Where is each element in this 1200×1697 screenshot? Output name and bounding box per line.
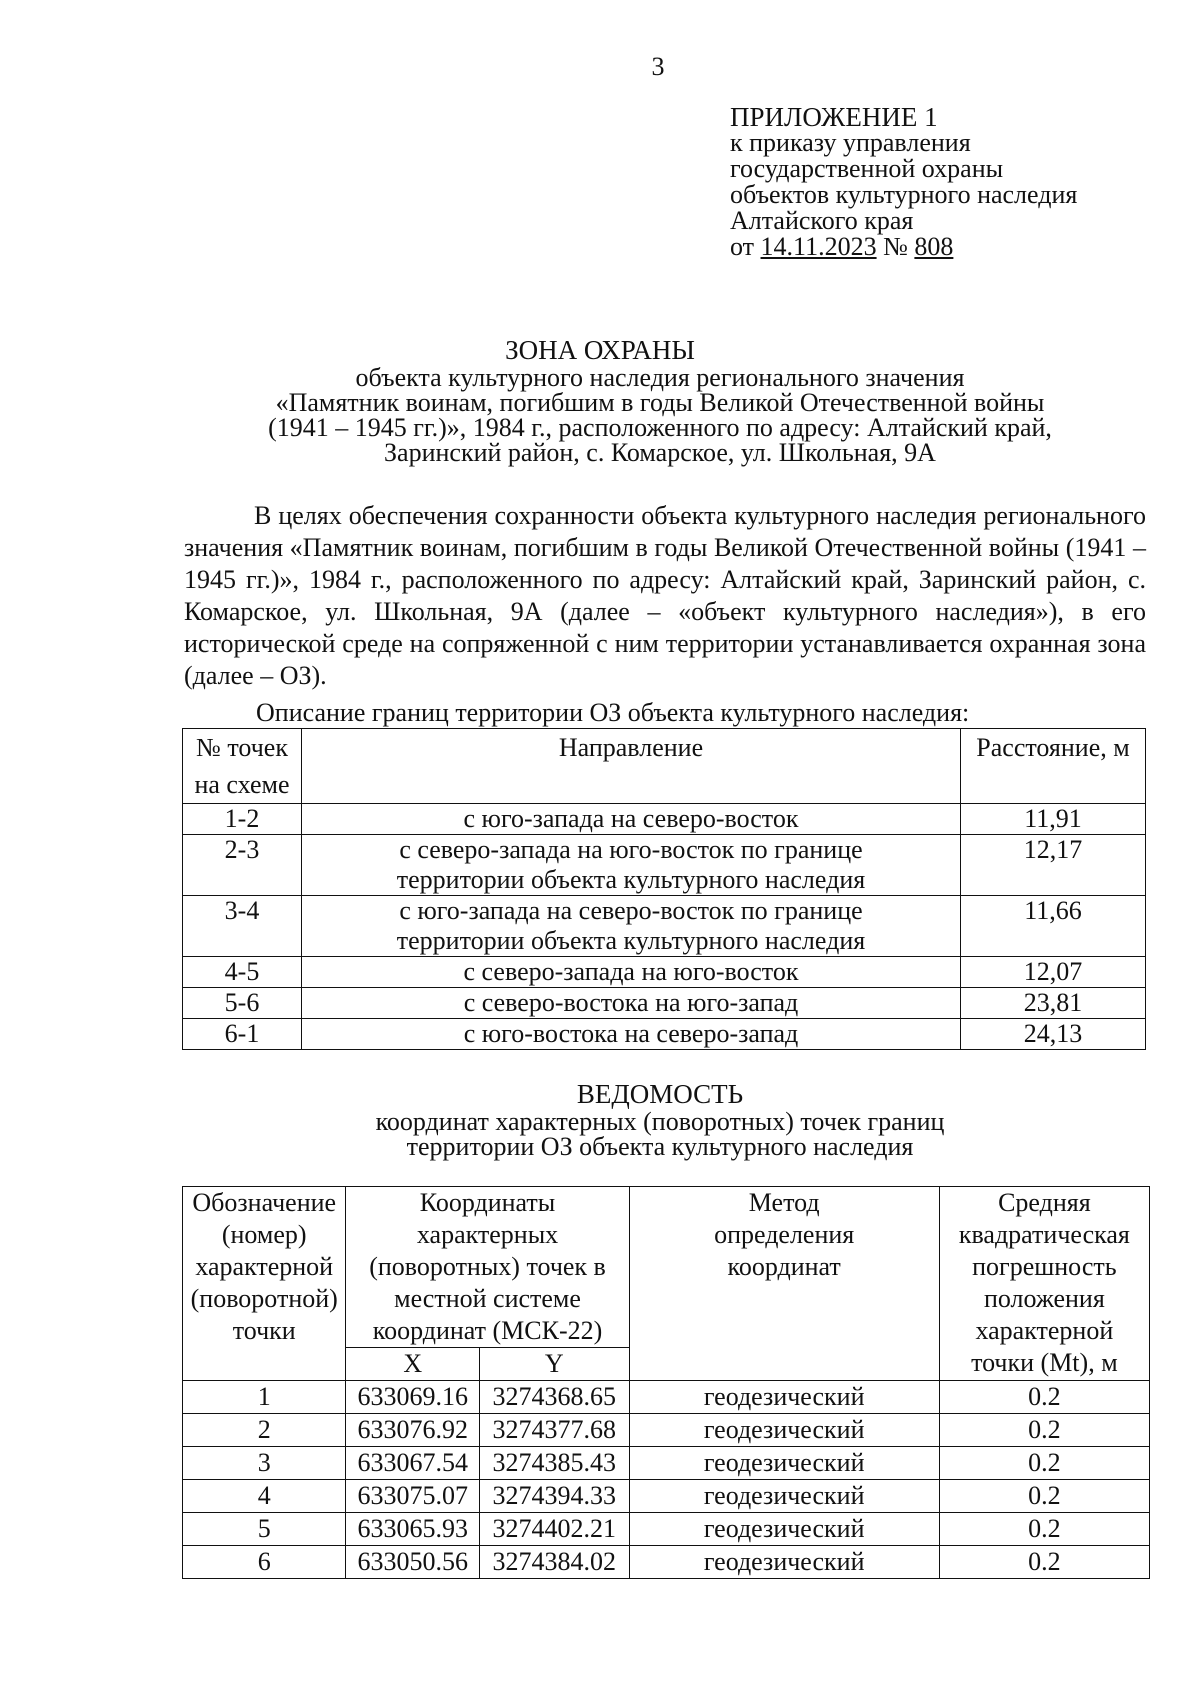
cell-distance: 24,13 <box>961 1019 1146 1050</box>
cell-x: 633069.16 <box>346 1381 480 1414</box>
header-y: Y <box>479 1348 629 1381</box>
order-number: 808 <box>914 232 954 261</box>
cell-error: 0.2 <box>939 1480 1149 1513</box>
header-direction: Направление <box>302 729 961 804</box>
cell-x: 633050.56 <box>346 1546 480 1579</box>
appendix-line: государственной охраны <box>730 154 1004 183</box>
table-row <box>183 804 1146 835</box>
cell-point-number: 3 <box>183 1447 346 1480</box>
cell-direction: с юго-востока на северо-запад <box>302 1019 961 1050</box>
cell-y: 3274394.33 <box>479 1480 629 1513</box>
body-paragraph: В целях обеспечения сохранности объекта культурного наследия регионального значения «Памятник воинам, погибшим в годы Великой Отечественной войны (1941 – 1945 гг.)», 1984 г., расположенного по адресу: Алтайский край, Заринский район, с. Комарское, ул. Школьная, 9А (далее – «объект культурного наследия»), в его исторической среде на сопряженной с ним территории устанавливается охранная зона (далее – ОЗ). <box>184 501 1146 690</box>
page-number: 3 <box>651 52 665 81</box>
cell-method: геодезический <box>629 1447 939 1480</box>
body-text <box>184 500 1146 692</box>
header-error: Средняя квадратическая погрешность положения характерной точки (Mt), м <box>939 1187 1149 1381</box>
table-row <box>183 1019 1146 1050</box>
header-x: X <box>346 1348 480 1381</box>
header-coordinates: Координаты характерных (поворотных) точек в местной системе координат (МСК-22) <box>346 1187 629 1348</box>
cell-distance: 23,81 <box>961 988 1146 1019</box>
cell-error: 0.2 <box>939 1381 1149 1414</box>
cell-y: 3274384.02 <box>479 1546 629 1579</box>
cell-method: геодезический <box>629 1414 939 1447</box>
zone-subtitle-line: «Памятник воинам, погибшим в годы Великой Отечественной войны <box>275 388 1045 417</box>
date-prefix: от <box>730 232 761 261</box>
zone-heading <box>0 335 1200 467</box>
cell-method: геодезический <box>629 1513 939 1546</box>
appendix-block <box>730 104 1077 260</box>
header-designation: Обозначение (номер) характерной (поворотной) точки <box>183 1187 346 1381</box>
table-row <box>183 1447 1150 1480</box>
vedomost-subtitle-line: территории ОЗ объекта культурного наследия <box>406 1132 914 1161</box>
zone-subtitle-line: объекта культурного наследия регионального значения <box>355 363 965 392</box>
cell-distance: 12,07 <box>961 957 1146 988</box>
appendix-title: ПРИЛОЖЕНИЕ 1 <box>730 102 938 132</box>
cell-point-number: 4 <box>183 1480 346 1513</box>
cell-x: 633065.93 <box>346 1513 480 1546</box>
header-method: Метод определения координат <box>629 1187 939 1381</box>
cell-point-number: 6 <box>183 1546 346 1579</box>
cell-distance: 11,66 <box>961 896 1146 957</box>
cell-method: геодезический <box>629 1546 939 1579</box>
number-sign: № <box>876 232 915 261</box>
table-row <box>183 988 1146 1019</box>
boundary-table <box>182 728 1146 1050</box>
vedomost-title: ВЕДОМОСТЬ <box>576 1079 744 1109</box>
cell-method: геодезический <box>629 1381 939 1414</box>
cell-points: 5-6 <box>183 988 302 1019</box>
vedomost-subtitle-line: координат характерных (поворотных) точек границ <box>375 1107 945 1136</box>
appendix-line: к приказу управления <box>730 128 971 157</box>
zone-subtitle-line: (1941 – 1945 гг.)», 1984 г., расположенного по адресу: Алтайский край, <box>268 413 1052 442</box>
table-row <box>183 896 1146 957</box>
cell-direction: с северо-запада на юго-восток <box>302 957 961 988</box>
cell-points: 4-5 <box>183 957 302 988</box>
appendix-line: Алтайского края <box>730 206 914 235</box>
table-header-row <box>183 1187 1150 1348</box>
cell-direction: с северо-запада на юго-восток по границе территории объекта культурного наследия <box>302 835 961 896</box>
header-points-line: на схеме <box>194 770 290 799</box>
vedomost-heading <box>0 1079 1200 1161</box>
boundary-table-caption: Описание границ территории ОЗ объекта культурного наследия: <box>256 698 970 727</box>
zone-title: ЗОНА ОХРАНЫ <box>505 335 695 365</box>
cell-y: 3274368.65 <box>479 1381 629 1414</box>
table-row <box>183 1381 1150 1414</box>
cell-points: 2-3 <box>183 835 302 896</box>
cell-error: 0.2 <box>939 1513 1149 1546</box>
table-row <box>183 1546 1150 1579</box>
cell-error: 0.2 <box>939 1447 1149 1480</box>
cell-direction: с северо-востока на юго-запад <box>302 988 961 1019</box>
cell-point-number: 2 <box>183 1414 346 1447</box>
cell-x: 633067.54 <box>346 1447 480 1480</box>
table-row <box>183 1414 1150 1447</box>
cell-y: 3274385.43 <box>479 1447 629 1480</box>
cell-y: 3274402.21 <box>479 1513 629 1546</box>
cell-point-number: 1 <box>183 1381 346 1414</box>
table-header-row <box>183 729 1146 804</box>
cell-point-number: 5 <box>183 1513 346 1546</box>
cell-distance: 12,17 <box>961 835 1146 896</box>
appendix-line: объектов культурного наследия <box>730 180 1078 209</box>
cell-points: 3-4 <box>183 896 302 957</box>
header-points <box>183 729 302 804</box>
cell-error: 0.2 <box>939 1414 1149 1447</box>
table-row <box>183 957 1146 988</box>
appendix-date-line <box>730 234 1077 260</box>
cell-error: 0.2 <box>939 1546 1149 1579</box>
coordinates-table <box>182 1186 1150 1579</box>
cell-distance: 11,91 <box>961 804 1146 835</box>
table-row <box>183 835 1146 896</box>
cell-x: 633076.92 <box>346 1414 480 1447</box>
header-distance: Расстояние, м <box>961 729 1146 804</box>
cell-y: 3274377.68 <box>479 1414 629 1447</box>
table-row <box>183 1513 1150 1546</box>
cell-points: 1-2 <box>183 804 302 835</box>
cell-points: 6-1 <box>183 1019 302 1050</box>
cell-method: геодезический <box>629 1480 939 1513</box>
cell-direction: с юго-запада на северо-восток по границе территории объекта культурного наследия <box>302 896 961 957</box>
header-points-line: № точек <box>196 733 288 762</box>
cell-x: 633075.07 <box>346 1480 480 1513</box>
table-row <box>183 1480 1150 1513</box>
zone-subtitle-line: Заринский район, с. Комарское, ул. Школьная, 9А <box>384 438 936 467</box>
order-date: 14.11.2023 <box>760 232 877 261</box>
cell-direction: с юго-запада на северо-восток <box>302 804 961 835</box>
